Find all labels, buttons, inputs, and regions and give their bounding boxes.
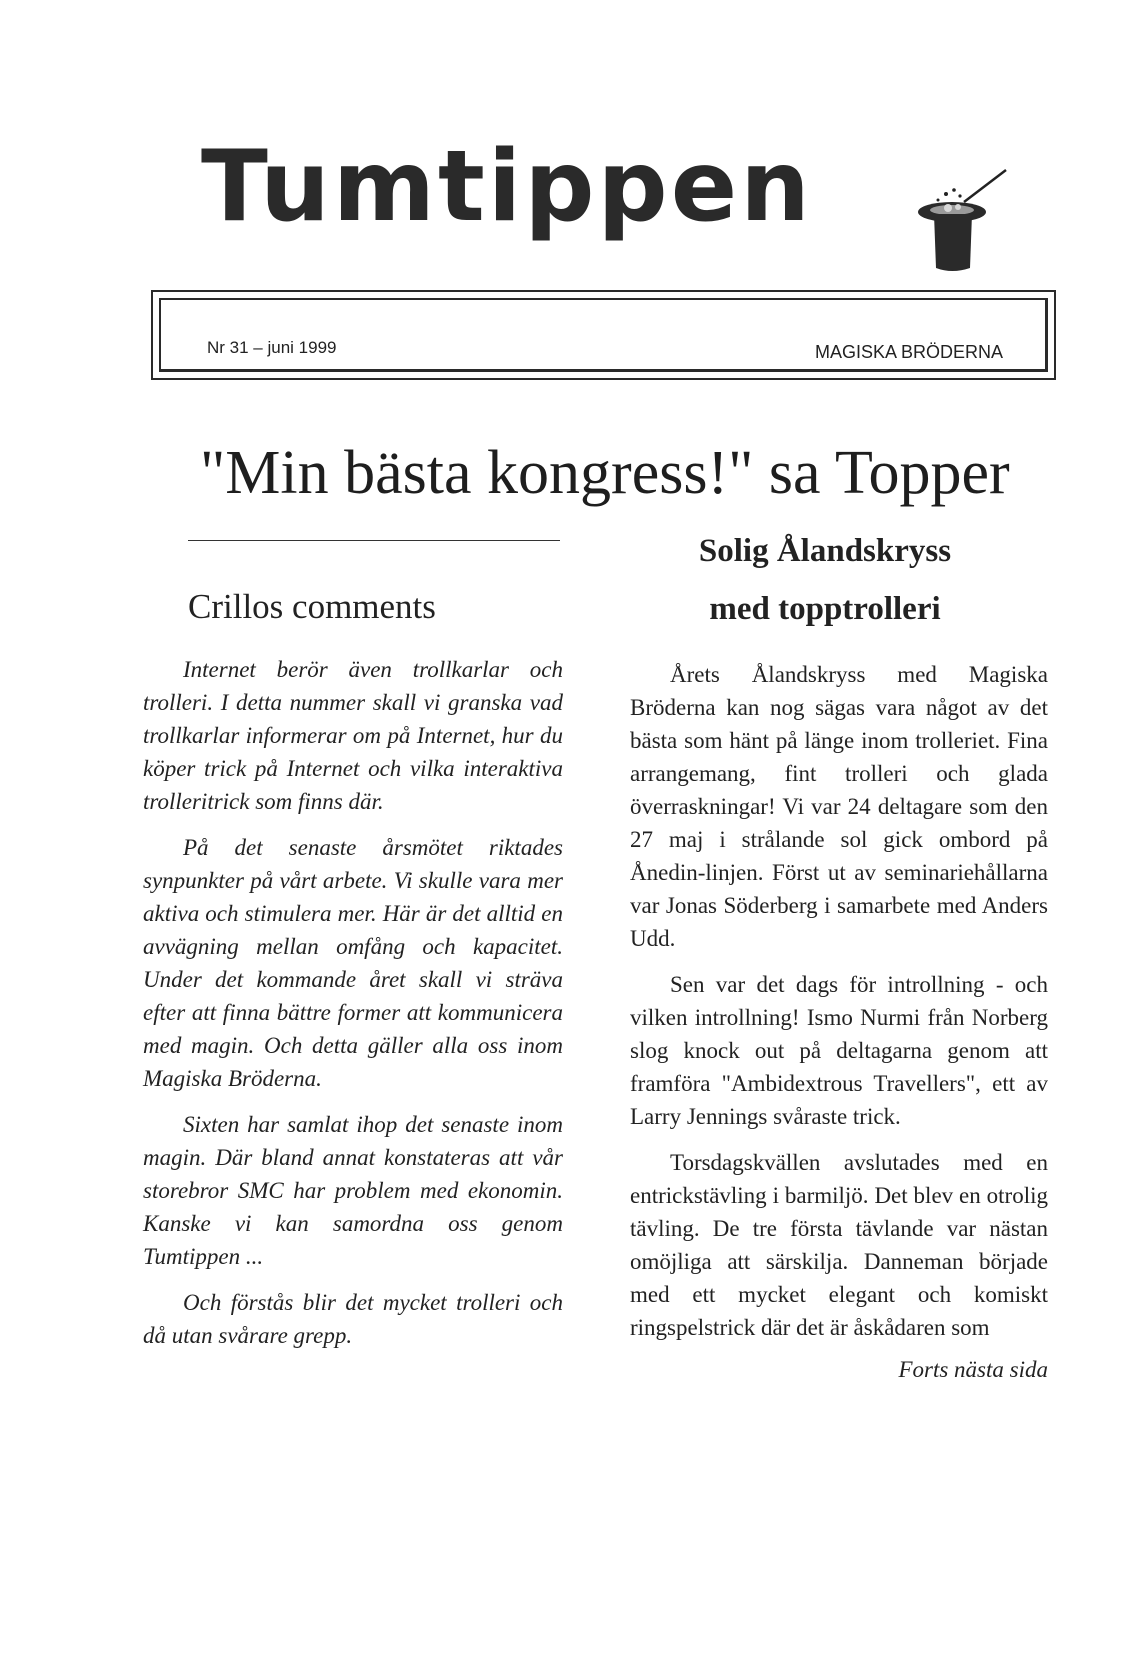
left-column-title: Crillos comments	[188, 587, 436, 626]
subhead-line-1: Solig Ålandskryss	[698, 533, 952, 569]
right-column-body	[630, 658, 1048, 1399]
continued-note: Forts nästa sida	[898, 1357, 1048, 1382]
masthead-title: Tumtippen	[201, 130, 813, 244]
left-paragraph-3: Sixten har samlat ihop det senaste inom magin. Där bland annat konstateras att vår storebror SMC har problem med ekonomin. Kanske vi kan samordna oss genom Tumtippen ...	[143, 1112, 563, 1269]
subhead-line-2: med topptrolleri	[709, 591, 941, 627]
left-paragraph-1: Internet berör även trollkarlar och trolleri. I detta nummer skall vi granska vad trollkarlar informerar om på Internet, hur du köper trick på Internet och vilka interaktiva trolleritrick som finns där.	[143, 657, 563, 814]
left-column-body	[143, 653, 563, 1365]
right-paragraph-1: Årets Ålandskryss med Magiska Bröderna kan nog sägas vara något av det bästa som hänt på länge inom trolleriet. Fina arrangemang, fint trolleri och glada överraskningar! Vi var 24 deltagare som den 27 maj i strålande sol gick ombord på Ånedin-linjen. Först ut av seminariehållarna var Jonas Söderberg i samarbete med Anders Udd.	[630, 662, 1048, 951]
column-divider-rule	[188, 540, 560, 541]
left-paragraph-2: På det senaste årsmötet riktades synpunkter på vårt arbete. Vi skulle vara mer aktiva och stimulera mer. Här är det alltid en avvägning mellan omfång och kapacitet. Under det kommande året skall vi sträva efter att finna bättre former att kommunicera med magin. Och detta gäller alla oss inom Magiska Bröderna.	[143, 835, 563, 1091]
right-paragraph-3: Torsdagskvällen avslutades med en entrickstävling i barmiljö. Det blev en otrolig tävling. De tre första tävlande var nästan omöjliga att särskilja. Danneman började med ett mycket elegant och komiskt ringspelstrick där det är åskådaren som	[630, 1150, 1048, 1340]
left-paragraph-4: Och förstås blir det mycket trolleri och då utan svårare grepp.	[143, 1290, 563, 1348]
page-headline: "Min bästa kongress!" sa Topper	[200, 439, 1010, 507]
publisher-name: MAGISKA BRÖDERNA	[814, 342, 1003, 362]
right-column-subhead	[640, 522, 1010, 638]
magic-hat-wand-icon	[908, 168, 1008, 273]
right-paragraph-2: Sen var det dags för introllning - och vilken introllning! Ismo Nurmi från Norberg slog knock out på deltagarna genom att framföra "Ambidextrous Travellers", ett av Larry Jennings svåraste trick.	[630, 972, 1048, 1129]
issue-info-bar	[151, 290, 1056, 380]
issue-number: Nr 31 – juni 1999	[207, 338, 337, 357]
